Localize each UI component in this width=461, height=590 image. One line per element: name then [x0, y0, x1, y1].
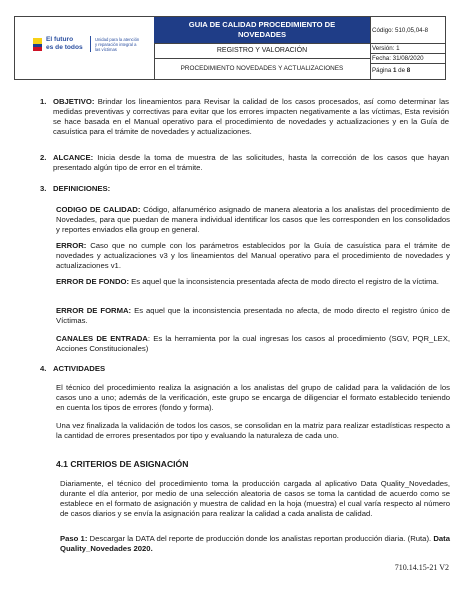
definition-error-fondo [56, 277, 450, 287]
doc-code: Código: 510,05,04-8 [370, 17, 445, 44]
document-header [14, 16, 446, 80]
subtitle-procedure: PROCEDIMIENTO NOVEDADES Y ACTUALIZACIONES [180, 65, 344, 72]
definition-3-term: ERROR DE FONDO: [56, 277, 130, 286]
definition-codigo-calidad [56, 205, 450, 235]
definition-4-term: ERROR DE FORMA: [56, 306, 132, 315]
definition-4-text: Es aquel que la inconsistencia presentada no afecta, de modo directo el registro único de Víctimas. [56, 306, 450, 325]
section-2-heading: ALCANCE: [53, 153, 94, 162]
header-middle [154, 17, 371, 79]
subsection-4-1-paragraph: Diariamente, el técnico del procedimiento toma la producción cargada al aplicativo Data Quality_Novedades, durante el día anterior, por medio de una selección aleatoria de casos se toma la cantidad de acuerdo como se establece en el formato de asignación y muestra de calidad en la hoja (muestra) el cual varía respecto al número de casos diarios y se envía la asignación para realizar la calidad a cada analista de calidad. [60, 479, 450, 518]
section-2-alcance [53, 153, 449, 173]
step-1-bold-text: Data Quality_Novedades 2020. [60, 534, 450, 553]
section-4-paragraph-2: Una vez finalizada la validación de todos los casos, se consolidan en la matriz para realizar estadísticas respecto a la cantidad de errores presentados por tipo y evaluando la naturaleza de cada uno. [56, 421, 450, 440]
colombia-flag-icon [33, 38, 42, 51]
section-3-number: 3. [40, 184, 47, 193]
step-1-text: Descargar la DATA del reporte de producción donde los analistas reportan producción diaria. (Ruta). [87, 534, 432, 543]
definition-1-term: CODIGO DE CALIDAD: [56, 205, 141, 214]
logo-subtext: Unidad para la atención y reparación integral a las víctimas [95, 36, 140, 52]
logo [33, 36, 141, 52]
definition-2-text: Caso que no cumple con los parámetros establecidos por la Guía de casuística para el trámite de novedades y actualizaciones v3 y los lineamientos del Manual operativo para el procedimiento de novedades y actualizaciones v1. [56, 241, 450, 270]
page-number [370, 64, 445, 79]
definition-3-text: Es aquel que la inconsistencia presentada afecta de modo directo el registro de la víctima. [129, 277, 439, 286]
title-line-2: NOVEDADES [237, 30, 287, 39]
step-1 [60, 534, 450, 554]
subsection-4-1-heading: 4.1 CRITERIOS DE ASIGNACIÓN [56, 459, 189, 469]
page-of: de [396, 67, 407, 74]
section-2-number: 2. [40, 153, 47, 162]
section-2-text: Inicia desde la toma de muestra de las solicitudes, hasta la corrección de los casos que hayan presentado algún tipo de error en el trámite. [53, 153, 449, 172]
section-4-number: 4. [40, 364, 47, 373]
section-4-heading: ACTIVIDADES [53, 364, 106, 373]
doc-version: Versión: 1 [370, 44, 445, 54]
page-current: 1 [393, 67, 397, 74]
definition-5-text: : Es la herramienta por la cual ingresas los casos al procedimiento (SGV, PQR_LEX, Acciones Constitucionales) [56, 334, 450, 353]
footer-code: 710.14.15-21 V2 [394, 563, 449, 572]
section-1-text: Brindar los lineamientos para Revisar la calidad de los casos procesados, así como determinar las medidas preventivas y correctivas para evitar que los errores impacten negativamente a las víctimas, Esta revisión se hace basada en el Manual operativo para el procedimiento de novedades y actualizaciones y en la Guía de casuística para el trámite de novedades y actualizaciones. [53, 97, 449, 136]
definition-error [56, 241, 450, 271]
section-4-paragraph-1: El técnico del procedimiento realiza la asignación a los analistas del grupo de calidad para la validación de los casos uno a uno; además de la verificación, este grupo se encarga de diligenciar el formato establecido teniendo en cuenta los tipos de errores (fondo y forma). [56, 383, 450, 412]
definition-2-term: ERROR: [56, 241, 87, 250]
section-3-heading: DEFINICIONES: [53, 184, 111, 193]
section-1-number: 1. [40, 97, 47, 106]
header-meta [370, 17, 445, 79]
definition-canales-entrada [56, 334, 450, 354]
title-line-1: GUIA DE CALIDAD PROCEDIMIENTO DE [188, 20, 336, 29]
subtitle-process: REGISTRO Y VALORACIÓN [154, 44, 370, 59]
doc-date: Fecha: 31/08/2020 [370, 54, 445, 64]
section-1-objetivo [53, 97, 449, 137]
definition-error-forma [56, 306, 450, 326]
definition-5-term: CANALES DE ENTRADA [56, 334, 148, 343]
logo-line-2: es de todos [46, 44, 83, 51]
page-prefix: Página [372, 67, 393, 74]
step-1-label: Paso 1: [60, 534, 88, 543]
logo-cell [15, 17, 155, 79]
definition-1-text: Código, alfanumérico asignado de manera aleatoria a los analistas del procedimiento de Novedades, para que puedan de manera individual identificar los casos que les corresponden en los consolidados y reportes enviados ella group en general. [56, 205, 450, 234]
page-total: 8 [406, 67, 411, 74]
logo-separator [90, 36, 91, 52]
logo-line-1: El futuro [46, 36, 74, 44]
document-title [154, 17, 370, 44]
section-1-heading: OBJETIVO: [53, 97, 95, 106]
logo-main-text [46, 36, 86, 51]
